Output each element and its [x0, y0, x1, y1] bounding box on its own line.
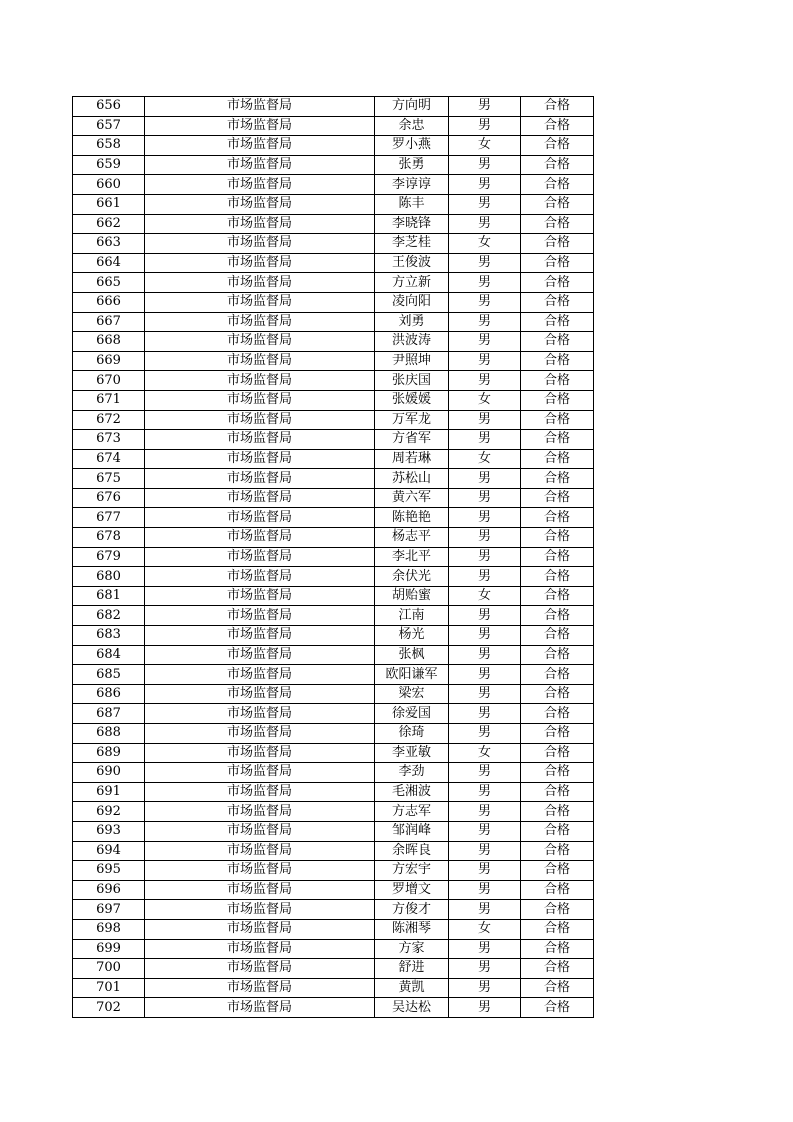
department-cell: 市场监督局	[145, 430, 375, 450]
department-cell: 市场监督局	[145, 645, 375, 665]
result-cell: 合格	[521, 998, 594, 1018]
department-cell: 市场监督局	[145, 175, 375, 195]
department-cell: 市场监督局	[145, 763, 375, 783]
department-cell: 市场监督局	[145, 371, 375, 391]
row-number-cell: 658	[73, 136, 145, 156]
gender-cell: 男	[449, 763, 521, 783]
gender-cell: 男	[449, 880, 521, 900]
department-cell: 市场监督局	[145, 743, 375, 763]
gender-cell: 女	[449, 136, 521, 156]
gender-cell: 男	[449, 332, 521, 352]
name-cell: 张枫	[375, 645, 449, 665]
name-cell: 王俊波	[375, 253, 449, 273]
table-row	[73, 97, 594, 117]
department-cell: 市场监督局	[145, 508, 375, 528]
department-cell: 市场监督局	[145, 606, 375, 626]
result-cell: 合格	[521, 586, 594, 606]
result-cell: 合格	[521, 351, 594, 371]
gender-cell: 男	[449, 645, 521, 665]
gender-cell: 男	[449, 998, 521, 1018]
gender-cell: 男	[449, 312, 521, 332]
row-number-cell: 668	[73, 332, 145, 352]
department-cell: 市场监督局	[145, 469, 375, 489]
result-cell: 合格	[521, 704, 594, 724]
result-cell: 合格	[521, 253, 594, 273]
table-row	[73, 234, 594, 254]
table-row	[73, 155, 594, 175]
table-row	[73, 273, 594, 293]
result-cell: 合格	[521, 802, 594, 822]
department-cell: 市场监督局	[145, 97, 375, 117]
name-cell: 方立新	[375, 273, 449, 293]
result-cell: 合格	[521, 488, 594, 508]
name-cell: 李晓锋	[375, 214, 449, 234]
row-number-cell: 697	[73, 900, 145, 920]
result-cell: 合格	[521, 155, 594, 175]
result-cell: 合格	[521, 861, 594, 881]
department-cell: 市场监督局	[145, 273, 375, 293]
result-cell: 合格	[521, 449, 594, 469]
result-cell: 合格	[521, 234, 594, 254]
table-row	[73, 332, 594, 352]
row-number-cell: 688	[73, 724, 145, 744]
table-row	[73, 469, 594, 489]
gender-cell: 男	[449, 194, 521, 214]
table-row	[73, 900, 594, 920]
result-cell: 合格	[521, 880, 594, 900]
row-number-cell: 667	[73, 312, 145, 332]
name-cell: 吴达松	[375, 998, 449, 1018]
table-row	[73, 606, 594, 626]
result-cell: 合格	[521, 116, 594, 136]
row-number-cell: 657	[73, 116, 145, 136]
department-cell: 市场监督局	[145, 704, 375, 724]
row-number-cell: 698	[73, 919, 145, 939]
name-cell: 徐爱国	[375, 704, 449, 724]
table-row	[73, 547, 594, 567]
gender-cell: 男	[449, 567, 521, 587]
table-row	[73, 567, 594, 587]
name-cell: 李芝桂	[375, 234, 449, 254]
department-cell: 市场监督局	[145, 488, 375, 508]
table-row	[73, 645, 594, 665]
gender-cell: 男	[449, 214, 521, 234]
name-cell: 余伏光	[375, 567, 449, 587]
row-number-cell: 666	[73, 292, 145, 312]
department-cell: 市场监督局	[145, 861, 375, 881]
row-number-cell: 683	[73, 626, 145, 646]
row-number-cell: 664	[73, 253, 145, 273]
department-cell: 市场监督局	[145, 880, 375, 900]
department-cell: 市场监督局	[145, 978, 375, 998]
row-number-cell: 694	[73, 841, 145, 861]
name-cell: 张媛媛	[375, 390, 449, 410]
name-cell: 邹润峰	[375, 821, 449, 841]
name-cell: 李北平	[375, 547, 449, 567]
row-number-cell: 679	[73, 547, 145, 567]
row-number-cell: 678	[73, 528, 145, 548]
department-cell: 市场监督局	[145, 802, 375, 822]
name-cell: 陈丰	[375, 194, 449, 214]
gender-cell: 男	[449, 841, 521, 861]
results-table-body	[73, 97, 594, 1018]
row-number-cell: 682	[73, 606, 145, 626]
result-cell: 合格	[521, 371, 594, 391]
table-row	[73, 763, 594, 783]
name-cell: 梁宏	[375, 684, 449, 704]
row-number-cell: 670	[73, 371, 145, 391]
gender-cell: 女	[449, 234, 521, 254]
gender-cell: 男	[449, 861, 521, 881]
result-cell: 合格	[521, 528, 594, 548]
row-number-cell: 689	[73, 743, 145, 763]
table-row	[73, 939, 594, 959]
gender-cell: 男	[449, 900, 521, 920]
result-cell: 合格	[521, 724, 594, 744]
name-cell: 舒进	[375, 959, 449, 979]
gender-cell: 男	[449, 606, 521, 626]
name-cell: 张勇	[375, 155, 449, 175]
table-row	[73, 880, 594, 900]
table-row	[73, 410, 594, 430]
row-number-cell: 690	[73, 763, 145, 783]
gender-cell: 男	[449, 508, 521, 528]
result-cell: 合格	[521, 547, 594, 567]
result-cell: 合格	[521, 900, 594, 920]
row-number-cell: 695	[73, 861, 145, 881]
gender-cell: 男	[449, 253, 521, 273]
name-cell: 陈艳艳	[375, 508, 449, 528]
name-cell: 欧阳谦军	[375, 665, 449, 685]
gender-cell: 女	[449, 743, 521, 763]
department-cell: 市场监督局	[145, 194, 375, 214]
gender-cell: 男	[449, 175, 521, 195]
name-cell: 毛湘波	[375, 782, 449, 802]
gender-cell: 男	[449, 978, 521, 998]
department-cell: 市场监督局	[145, 919, 375, 939]
name-cell: 李谆谆	[375, 175, 449, 195]
row-number-cell: 659	[73, 155, 145, 175]
table-row	[73, 841, 594, 861]
department-cell: 市场监督局	[145, 312, 375, 332]
department-cell: 市场监督局	[145, 136, 375, 156]
name-cell: 方向明	[375, 97, 449, 117]
result-cell: 合格	[521, 645, 594, 665]
name-cell: 苏松山	[375, 469, 449, 489]
name-cell: 刘勇	[375, 312, 449, 332]
row-number-cell: 687	[73, 704, 145, 724]
name-cell: 徐琦	[375, 724, 449, 744]
table-row	[73, 919, 594, 939]
result-cell: 合格	[521, 821, 594, 841]
table-row	[73, 175, 594, 195]
name-cell: 杨志平	[375, 528, 449, 548]
table-row	[73, 802, 594, 822]
table-row	[73, 371, 594, 391]
table-row	[73, 253, 594, 273]
result-cell: 合格	[521, 97, 594, 117]
department-cell: 市场监督局	[145, 626, 375, 646]
name-cell: 万军龙	[375, 410, 449, 430]
gender-cell: 男	[449, 704, 521, 724]
gender-cell: 男	[449, 528, 521, 548]
gender-cell: 男	[449, 155, 521, 175]
result-cell: 合格	[521, 939, 594, 959]
table-row	[73, 626, 594, 646]
table-row	[73, 782, 594, 802]
table-row	[73, 449, 594, 469]
department-cell: 市场监督局	[145, 665, 375, 685]
row-number-cell: 662	[73, 214, 145, 234]
gender-cell: 男	[449, 430, 521, 450]
department-cell: 市场监督局	[145, 214, 375, 234]
department-cell: 市场监督局	[145, 116, 375, 136]
table-row	[73, 136, 594, 156]
name-cell: 余忠	[375, 116, 449, 136]
gender-cell: 男	[449, 371, 521, 391]
department-cell: 市场监督局	[145, 959, 375, 979]
table-row	[73, 665, 594, 685]
gender-cell: 男	[449, 116, 521, 136]
row-number-cell: 669	[73, 351, 145, 371]
department-cell: 市场监督局	[145, 410, 375, 430]
name-cell: 尹照坤	[375, 351, 449, 371]
row-number-cell: 673	[73, 430, 145, 450]
row-number-cell: 692	[73, 802, 145, 822]
gender-cell: 男	[449, 626, 521, 646]
department-cell: 市场监督局	[145, 724, 375, 744]
name-cell: 方省军	[375, 430, 449, 450]
result-cell: 合格	[521, 606, 594, 626]
result-cell: 合格	[521, 273, 594, 293]
gender-cell: 女	[449, 919, 521, 939]
row-number-cell: 686	[73, 684, 145, 704]
gender-cell: 男	[449, 273, 521, 293]
department-cell: 市场监督局	[145, 292, 375, 312]
row-number-cell: 665	[73, 273, 145, 293]
table-row	[73, 978, 594, 998]
table-row	[73, 488, 594, 508]
table-row	[73, 861, 594, 881]
gender-cell: 男	[449, 665, 521, 685]
department-cell: 市场监督局	[145, 547, 375, 567]
gender-cell: 男	[449, 684, 521, 704]
table-row	[73, 508, 594, 528]
result-cell: 合格	[521, 665, 594, 685]
table-row	[73, 312, 594, 332]
department-cell: 市场监督局	[145, 351, 375, 371]
table-row	[73, 214, 594, 234]
gender-cell: 男	[449, 351, 521, 371]
table-row	[73, 959, 594, 979]
table-row	[73, 704, 594, 724]
name-cell: 江南	[375, 606, 449, 626]
name-cell: 黄凯	[375, 978, 449, 998]
result-cell: 合格	[521, 312, 594, 332]
row-number-cell: 674	[73, 449, 145, 469]
result-cell: 合格	[521, 410, 594, 430]
result-cell: 合格	[521, 469, 594, 489]
name-cell: 凌向阳	[375, 292, 449, 312]
result-cell: 合格	[521, 508, 594, 528]
table-row	[73, 821, 594, 841]
department-cell: 市场监督局	[145, 567, 375, 587]
table-row	[73, 194, 594, 214]
gender-cell: 男	[449, 802, 521, 822]
table-row	[73, 528, 594, 548]
name-cell: 余晖良	[375, 841, 449, 861]
result-cell: 合格	[521, 567, 594, 587]
row-number-cell: 701	[73, 978, 145, 998]
result-cell: 合格	[521, 841, 594, 861]
result-cell: 合格	[521, 332, 594, 352]
gender-cell: 男	[449, 547, 521, 567]
result-cell: 合格	[521, 763, 594, 783]
department-cell: 市场监督局	[145, 939, 375, 959]
result-cell: 合格	[521, 959, 594, 979]
row-number-cell: 685	[73, 665, 145, 685]
row-number-cell: 680	[73, 567, 145, 587]
department-cell: 市场监督局	[145, 253, 375, 273]
department-cell: 市场监督局	[145, 821, 375, 841]
table-row	[73, 351, 594, 371]
department-cell: 市场监督局	[145, 841, 375, 861]
name-cell: 方俊才	[375, 900, 449, 920]
row-number-cell: 660	[73, 175, 145, 195]
gender-cell: 男	[449, 959, 521, 979]
gender-cell: 男	[449, 97, 521, 117]
table-row	[73, 390, 594, 410]
row-number-cell: 693	[73, 821, 145, 841]
table-row	[73, 586, 594, 606]
name-cell: 黄六军	[375, 488, 449, 508]
name-cell: 罗增文	[375, 880, 449, 900]
result-cell: 合格	[521, 194, 594, 214]
department-cell: 市场监督局	[145, 998, 375, 1018]
row-number-cell: 656	[73, 97, 145, 117]
name-cell: 李亚敏	[375, 743, 449, 763]
name-cell: 周若琳	[375, 449, 449, 469]
result-cell: 合格	[521, 390, 594, 410]
row-number-cell: 684	[73, 645, 145, 665]
gender-cell: 男	[449, 410, 521, 430]
result-cell: 合格	[521, 743, 594, 763]
result-cell: 合格	[521, 136, 594, 156]
table-row	[73, 684, 594, 704]
result-cell: 合格	[521, 978, 594, 998]
row-number-cell: 676	[73, 488, 145, 508]
row-number-cell: 672	[73, 410, 145, 430]
department-cell: 市场监督局	[145, 782, 375, 802]
result-cell: 合格	[521, 214, 594, 234]
table-row	[73, 116, 594, 136]
name-cell: 胡贻蜜	[375, 586, 449, 606]
department-cell: 市场监督局	[145, 684, 375, 704]
gender-cell: 男	[449, 782, 521, 802]
name-cell: 洪波涛	[375, 332, 449, 352]
table-row	[73, 430, 594, 450]
department-cell: 市场监督局	[145, 528, 375, 548]
result-cell: 合格	[521, 292, 594, 312]
department-cell: 市场监督局	[145, 390, 375, 410]
gender-cell: 男	[449, 292, 521, 312]
row-number-cell: 681	[73, 586, 145, 606]
result-cell: 合格	[521, 175, 594, 195]
gender-cell: 男	[449, 939, 521, 959]
department-cell: 市场监督局	[145, 586, 375, 606]
result-cell: 合格	[521, 782, 594, 802]
name-cell: 方家	[375, 939, 449, 959]
gender-cell: 男	[449, 469, 521, 489]
department-cell: 市场监督局	[145, 449, 375, 469]
name-cell: 方志军	[375, 802, 449, 822]
row-number-cell: 663	[73, 234, 145, 254]
department-cell: 市场监督局	[145, 234, 375, 254]
table-row	[73, 743, 594, 763]
table-row	[73, 998, 594, 1018]
result-cell: 合格	[521, 430, 594, 450]
table-row	[73, 724, 594, 744]
gender-cell: 女	[449, 390, 521, 410]
name-cell: 张庆国	[375, 371, 449, 391]
result-cell: 合格	[521, 684, 594, 704]
row-number-cell: 691	[73, 782, 145, 802]
name-cell: 罗小燕	[375, 136, 449, 156]
table-row	[73, 292, 594, 312]
gender-cell: 男	[449, 488, 521, 508]
gender-cell: 女	[449, 449, 521, 469]
row-number-cell: 675	[73, 469, 145, 489]
name-cell: 李劲	[375, 763, 449, 783]
row-number-cell: 700	[73, 959, 145, 979]
row-number-cell: 671	[73, 390, 145, 410]
department-cell: 市场监督局	[145, 900, 375, 920]
gender-cell: 女	[449, 586, 521, 606]
department-cell: 市场监督局	[145, 332, 375, 352]
results-sheet	[72, 96, 593, 1018]
name-cell: 陈湘琴	[375, 919, 449, 939]
result-cell: 合格	[521, 919, 594, 939]
result-cell: 合格	[521, 626, 594, 646]
results-table	[72, 96, 594, 1018]
row-number-cell: 677	[73, 508, 145, 528]
gender-cell: 男	[449, 821, 521, 841]
department-cell: 市场监督局	[145, 155, 375, 175]
row-number-cell: 702	[73, 998, 145, 1018]
row-number-cell: 699	[73, 939, 145, 959]
name-cell: 方宏宇	[375, 861, 449, 881]
name-cell: 杨光	[375, 626, 449, 646]
row-number-cell: 696	[73, 880, 145, 900]
gender-cell: 男	[449, 724, 521, 744]
row-number-cell: 661	[73, 194, 145, 214]
